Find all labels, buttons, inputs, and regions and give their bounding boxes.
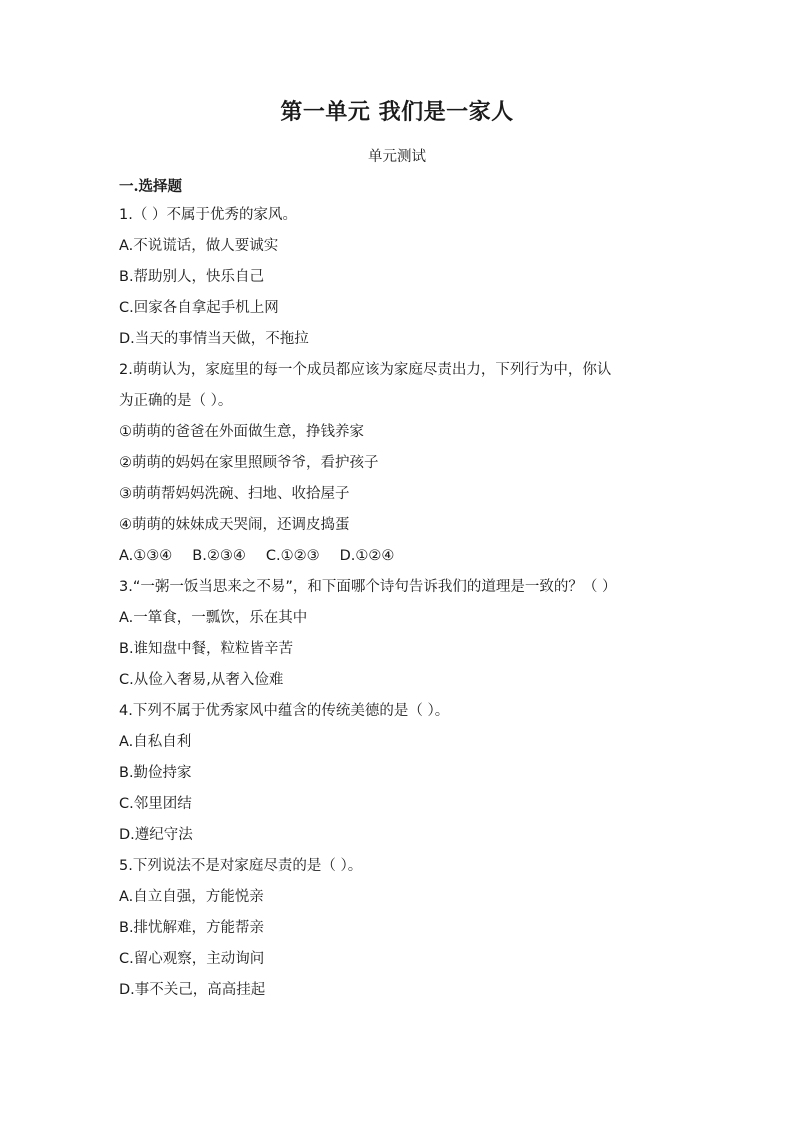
question-2-statement-3: ③萌萌帮妈妈洗碗、扫地、收拾屋子 (119, 486, 350, 502)
question-5-stem: 5.下列说法不是对家庭尽责的是（ ）。 (119, 858, 363, 874)
question-2-statement-2: ②萌萌的妈妈在家里照顾爷爷，看护孩子 (119, 455, 379, 471)
question-1-stem: 1.（ ）不属于优秀的家风。 (119, 207, 297, 223)
question-2-stem-line-1: 2.萌萌认为，家庭里的每一个成员都应该为家庭尽责出力，下列行为中，你认 (119, 362, 612, 378)
section-heading: 一.选择题 (119, 178, 183, 195)
question-3-stem: 3.“一粥一饭当思来之不易”，和下面哪个诗句告诉我们的道理是一致的？（ ） (119, 579, 617, 595)
question-5-option-b: B.排忧解难，方能帮亲 (119, 920, 265, 936)
question-5-option-c: C.留心观察，主动询问 (119, 951, 265, 967)
question-2-option-b: B.②③④ (192, 548, 246, 564)
question-5-option-d: D.事不关己，高高挂起 (119, 982, 266, 998)
question-3-option-b: B.谁知盘中餐，粒粒皆辛苦 (119, 641, 294, 657)
question-2-option-c: C.①②③ (265, 548, 320, 564)
page-title: 第一单元 我们是一家人 (280, 99, 514, 125)
question-4-option-c: C.邻里团结 (119, 796, 192, 812)
question-2-option-d: D.①②④ (339, 548, 395, 564)
question-2-options (119, 541, 679, 572)
question-1-option-a: A.不说谎话，做人要诚实 (119, 238, 279, 254)
question-2-stem-line-2: 为正确的是（ ）。 (119, 393, 233, 409)
question-3-option-a: A.一箪食，一瓢饮，乐在其中 (119, 610, 308, 626)
question-4-option-d: D.遵纪守法 (119, 827, 193, 843)
question-2-statement-4: ④萌萌的妹妹成天哭闹，还调皮捣蛋 (119, 517, 350, 533)
question-4-stem: 4.下列不属于优秀家风中蕴含的传统美德的是（ ）。 (119, 703, 450, 719)
question-list (119, 200, 679, 1006)
question-4-option-a: A.自私自利 (119, 734, 192, 750)
page-subtitle: 单元测试 (368, 149, 426, 165)
question-4-option-b: B.勤俭持家 (119, 765, 192, 781)
question-3-option-c: C.从俭入奢易,从奢入俭难 (119, 672, 284, 688)
question-1-option-b: B.帮助别人，快乐自己 (119, 269, 265, 285)
question-1-option-d: D.当天的事情当天做，不拖拉 (119, 331, 309, 347)
question-2-option-a: A.①③④ (119, 548, 173, 564)
question-5-option-a: A.自立自强，方能悦亲 (119, 889, 264, 905)
question-1-option-c: C.回家各自拿起手机上网 (119, 300, 279, 316)
question-2-statement-1: ①萌萌的爸爸在外面做生意，挣钱养家 (119, 424, 364, 440)
